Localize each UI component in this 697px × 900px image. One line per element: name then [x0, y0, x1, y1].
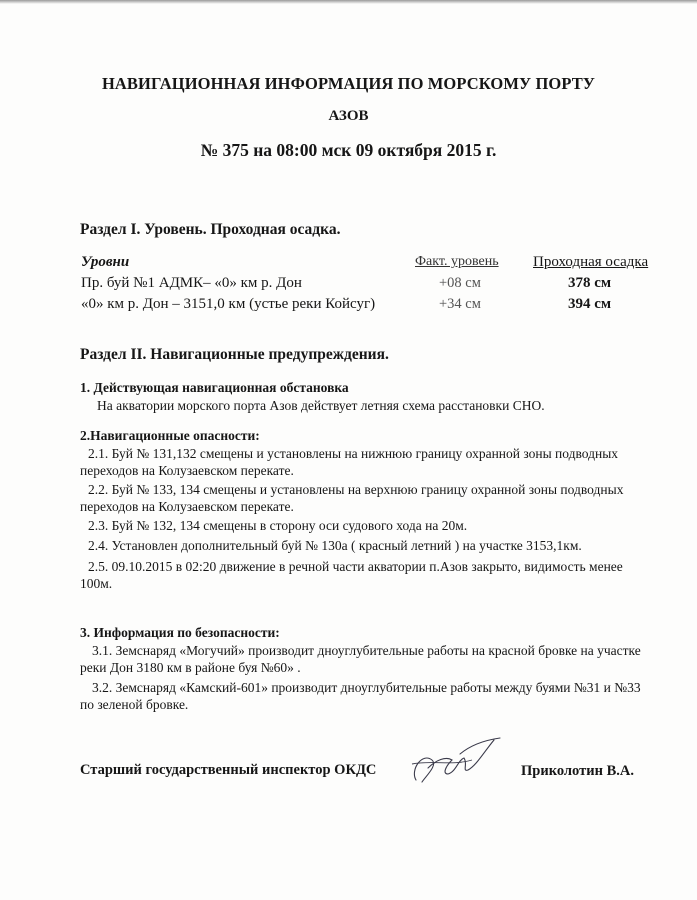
- hazard-item-line: 2.4. Установлен дополнительный буй № 130а ( красный летний ) на участке 3153,1км.: [88, 538, 582, 553]
- table-header-row: [81, 254, 661, 274]
- scan-edge: [0, 0, 697, 4]
- section-1-heading: Раздел I. Уровень. Проходная осадка.: [80, 221, 341, 238]
- row-name: «0» км р. Дон – 3151,0 км (устье реки Койсуг): [81, 296, 376, 312]
- table-row: [81, 275, 661, 295]
- header-levels: Уровни: [81, 254, 130, 270]
- header-passage-draft: Проходная осадка: [533, 254, 649, 270]
- subsection-2: [80, 427, 645, 593]
- subsection-3: [80, 624, 645, 714]
- hazard-item-line: переходов на Колузаевском перекате.: [80, 499, 294, 514]
- table-row: [81, 296, 661, 316]
- section-2-heading: Раздел II. Навигационные предупреждения.: [80, 346, 389, 363]
- hazard-item-line: 2.1. Буй № 131,132 смещены и установлены на нижнюю границу охранной зоны подводных: [88, 445, 619, 461]
- hazard-item-line: 100м.: [80, 576, 113, 591]
- row-level: +34 см: [439, 296, 481, 312]
- row-name: Пр. буй №1 АДМК– «0» км р. Дон: [81, 275, 302, 291]
- signatory-name: Приколотин В.А.: [521, 763, 634, 779]
- subsection-1-title: 1. Действующая навигационная обстановка: [80, 380, 349, 395]
- header-actual-level: Факт. уровень: [415, 254, 499, 269]
- subsection-2-title: 2.Навигационные опасности:: [80, 428, 260, 443]
- row-draft: 394 см: [568, 296, 612, 312]
- hazard-item-line: 2.2. Буй № 133, 134 смещены и установлены на верхнюю границу охранной зоны подводных: [88, 481, 624, 497]
- hazard-item-line: 2.5. 09.10.2015 в 02:20 движение в речной части акватории п.Азов закрыто, видимость менее: [88, 558, 623, 574]
- safety-item-line: реки Дон 3180 км в районе буя №60» .: [80, 660, 301, 675]
- subsection-1-text: На акватории морского порта Азов действует летняя схема расстановки СНО.: [97, 397, 545, 413]
- issue-line: № 375 на 08:00 мск 09 октября 2015 г.: [200, 140, 497, 160]
- row-level: +08 см: [439, 275, 481, 291]
- port-name: АЗОВ: [328, 108, 369, 124]
- safety-item-line: по зеленой бровке.: [80, 697, 189, 712]
- safety-item-line: 3.1. Земснаряд «Могучий» производит дноуглубительные работы на красной бровке на участке: [92, 642, 641, 658]
- subsection-3-title: 3. Информация по безопасности:: [80, 625, 280, 640]
- handwritten-signature: [402, 730, 506, 788]
- subsection-1: [80, 379, 645, 414]
- hazard-item-line: переходов на Колузаевском перекате.: [80, 463, 294, 478]
- document-title: НАВИГАЦИОННАЯ ИНФОРМАЦИЯ ПО МОРСКОМУ ПОРТУ: [101, 74, 596, 93]
- signatory-position: Старший государственный инспектор ОКДС: [80, 762, 377, 778]
- hazard-item-line: 2.3. Буй № 132, 134 смещены в сторону оси судового хода на 20м.: [88, 517, 468, 533]
- row-draft: 378 см: [568, 275, 612, 291]
- safety-item-line: 3.2. Земснаряд «Камский-601» производит дноуглубительные работы между буями №31 и №33: [92, 679, 641, 695]
